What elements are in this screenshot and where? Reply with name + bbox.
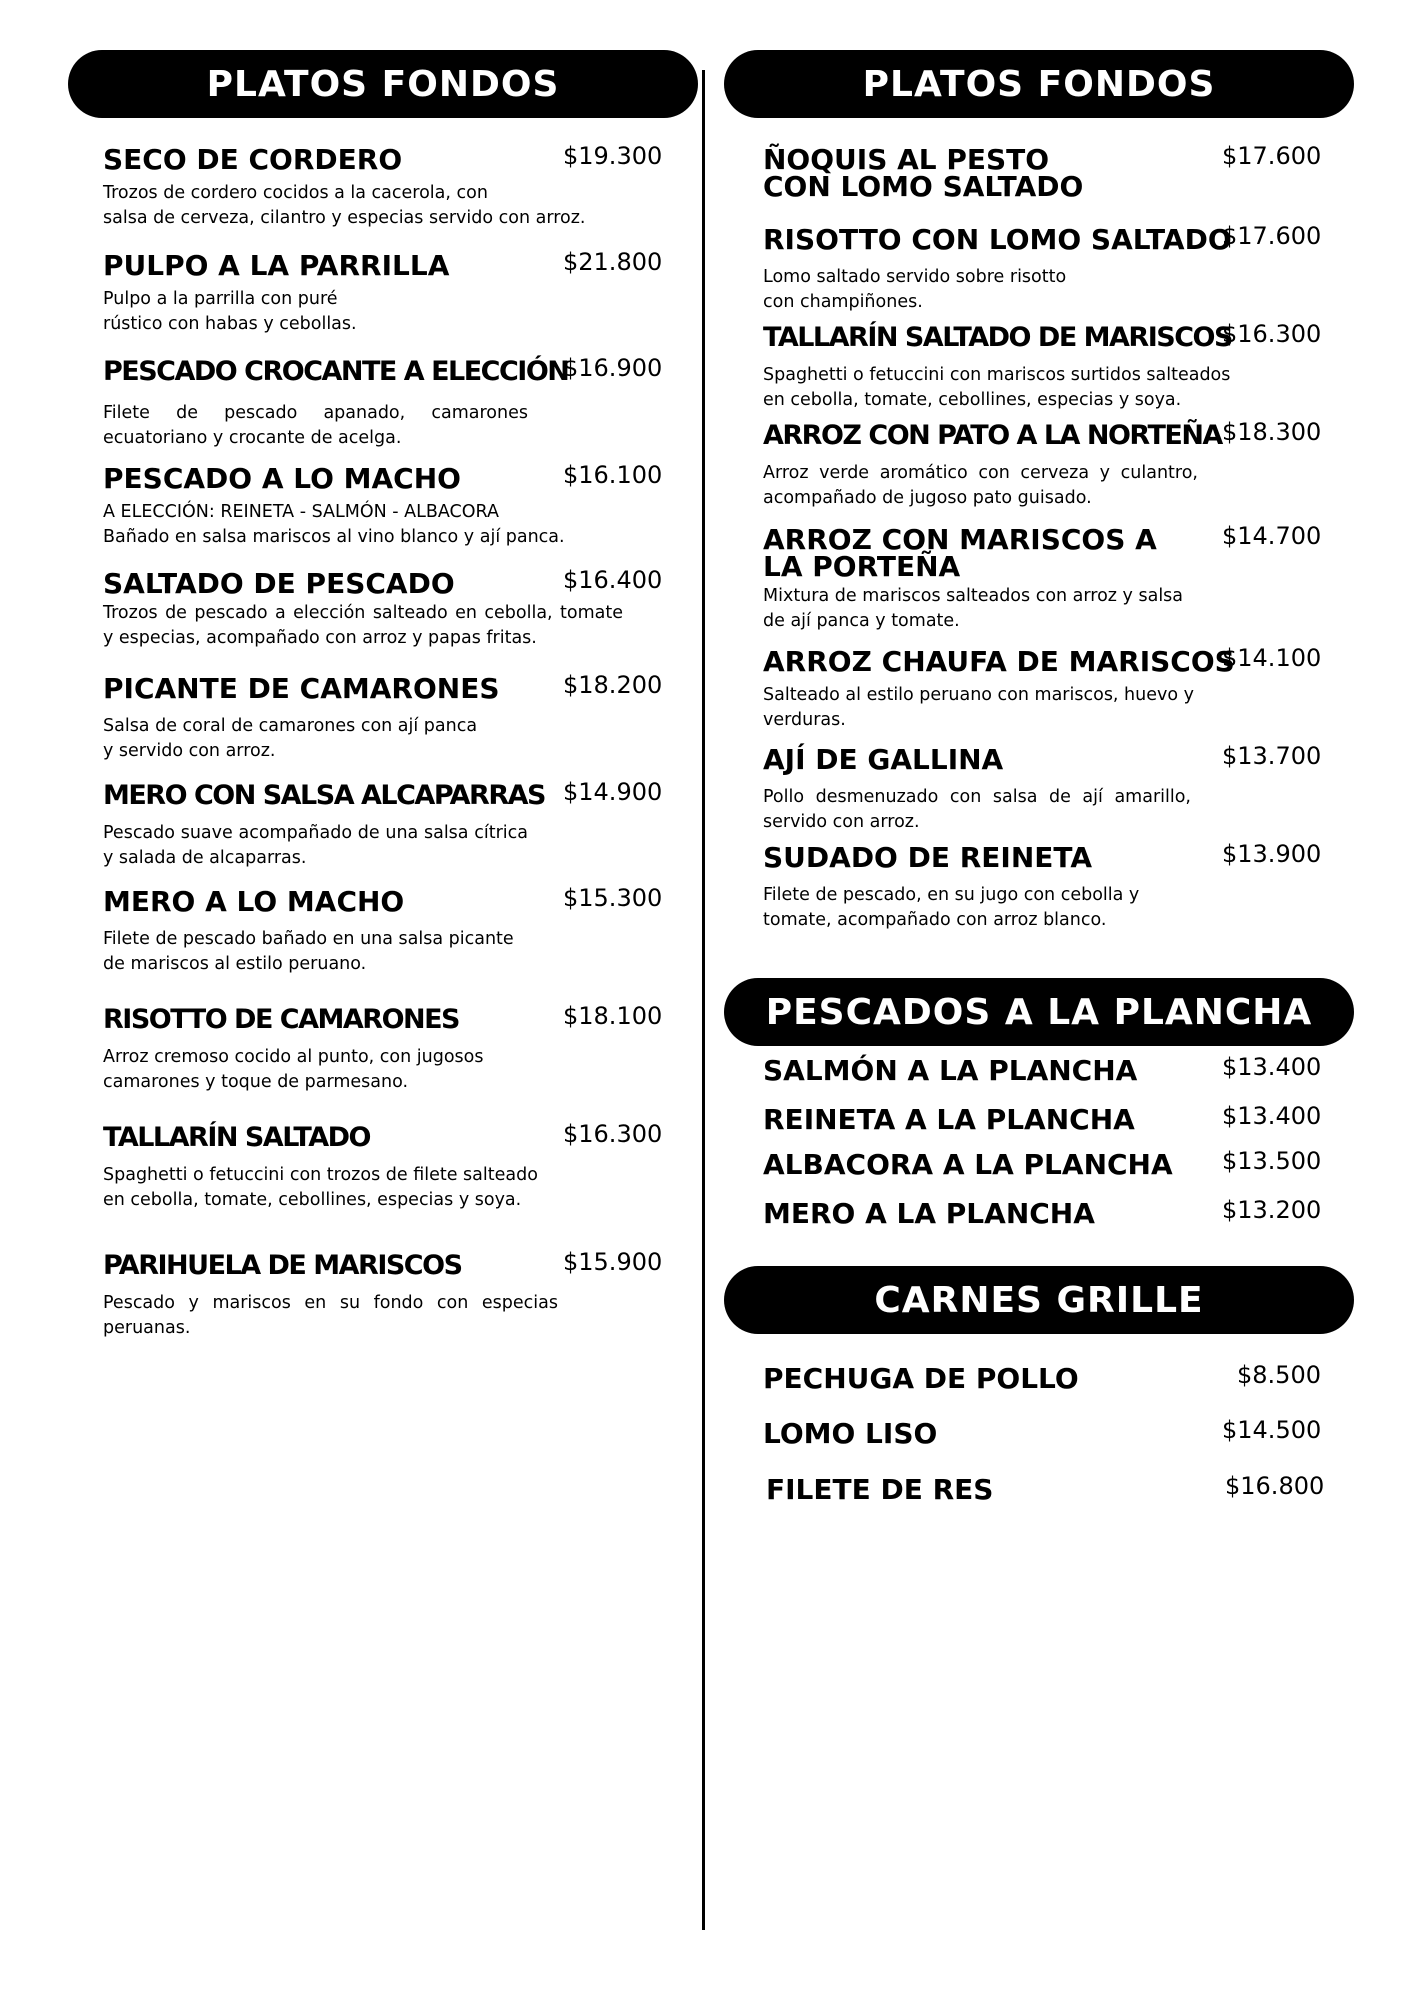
menu-item xyxy=(103,356,569,451)
dish-name: SECO DE CORDERO xyxy=(103,143,403,176)
dish-name: ALBACORA A LA PLANCHA xyxy=(763,1148,1173,1181)
dish-name: MERO A LO MACHO xyxy=(103,885,405,918)
dish-name: AJÍ DE GALLINA xyxy=(763,743,1004,776)
menu-item xyxy=(103,143,623,231)
menu-item xyxy=(763,324,1263,413)
dish-price: $13.900 xyxy=(1222,840,1322,868)
dish-price: $13.400 xyxy=(1222,1053,1322,1081)
menu-item xyxy=(103,567,623,651)
dish-name: ARROZ CON PATO A LA NORTEÑA xyxy=(763,420,1222,451)
dish-price: $13.700 xyxy=(1222,742,1322,770)
dish-price: $14.100 xyxy=(1222,644,1322,672)
dish-name: ÑOQUIS AL PESTO CON LOMO SALTADO xyxy=(763,143,1084,203)
dish-price: $14.500 xyxy=(1222,1416,1322,1444)
section-heading-platos-fondos-right: PLATOS FONDOS xyxy=(724,50,1354,118)
dish-price: $18.100 xyxy=(563,1002,663,1030)
dish-price: $15.300 xyxy=(563,884,663,912)
dish-name: TALLARÍN SALTADO xyxy=(103,1122,371,1153)
menu-item xyxy=(103,1006,623,1095)
menu-item xyxy=(103,249,623,337)
dish-price: $13.200 xyxy=(1222,1196,1322,1224)
menu-item xyxy=(103,782,553,871)
dish-price: $14.900 xyxy=(563,778,663,806)
dish-description: Lomo saltado servido sobre risotto con champiñones. xyxy=(763,267,1067,312)
menu-item xyxy=(763,743,1263,835)
dish-price: $17.600 xyxy=(1222,222,1322,250)
menu-item xyxy=(103,1124,623,1213)
menu-item xyxy=(763,143,1203,203)
dish-description: Spaghetti o fetuccini con mariscos surtidos salteados en cebolla, tomate, cebollines, especias y soya. xyxy=(763,365,1231,410)
menu-item xyxy=(103,885,623,977)
dish-name: TALLARÍN SALTADO DE MARISCOS xyxy=(763,322,1232,353)
dish-description: Filete de pescado, en su jugo con cebolla y tomate, acompañado con arroz blanco. xyxy=(763,885,1140,930)
dish-description: Trozos de pescado a elección salteado en cebolla, tomate y especias, acompañado con arroz y papas fritas. xyxy=(103,603,623,648)
dish-price: $13.400 xyxy=(1222,1102,1322,1130)
dish-name: REINETA A LA PLANCHA xyxy=(763,1103,1135,1136)
dish-name: PARIHUELA DE MARISCOS xyxy=(103,1250,462,1281)
dish-description: Pulpo a la parrilla con puré rústico con habas y cebollas. xyxy=(103,289,357,334)
dish-price: $19.300 xyxy=(563,142,663,170)
dish-name: PESCADO CROCANTE A ELECCIÓN xyxy=(103,356,569,387)
dish-price: $8.500 xyxy=(1237,1361,1321,1389)
dish-price: $17.600 xyxy=(1222,142,1322,170)
dish-name: MERO CON SALSA ALCAPARRAS xyxy=(103,780,545,811)
dish-name: LOMO LISO xyxy=(763,1417,938,1450)
dish-price: $18.300 xyxy=(1222,418,1322,446)
menu-item xyxy=(103,1252,623,1341)
dish-price: $16.300 xyxy=(563,1120,663,1148)
menu-item xyxy=(103,672,623,764)
menu-item xyxy=(103,462,623,550)
dish-description: Filete de pescado apanado, camarones ecuatoriano y crocante de acelga. xyxy=(103,403,528,448)
dish-name: PECHUGA DE POLLO xyxy=(763,1362,1079,1395)
dish-description: Pescado suave acompañado de una salsa cítrica y salada de alcaparras. xyxy=(103,823,528,868)
column-divider xyxy=(702,70,705,1930)
section-heading-pescados-plancha: PESCADOS A LA PLANCHA xyxy=(724,978,1354,1046)
menu-item xyxy=(763,422,1263,511)
dish-name: ARROZ CHAUFA DE MARISCOS xyxy=(763,645,1235,678)
dish-price: $16.300 xyxy=(1222,320,1322,348)
dish-description: Arroz cremoso cocido al punto, con jugosos camarones y toque de parmesano. xyxy=(103,1047,484,1092)
dish-description: Pescado y mariscos en su fondo con especias peruanas. xyxy=(103,1293,558,1338)
dish-name: RISOTTO CON LOMO SALTADO xyxy=(763,223,1232,256)
dish-name: ARROZ CON MARISCOS A LA PORTEÑA xyxy=(763,523,1157,583)
dish-name: MERO A LA PLANCHA xyxy=(763,1197,1095,1230)
dish-price: $13.500 xyxy=(1222,1147,1322,1175)
section-heading-platos-fondos-left: PLATOS FONDOS xyxy=(68,50,698,118)
dish-description: Spaghetti o fetuccini con trozos de filete salteado en cebolla, tomate, cebollines, especias y soya. xyxy=(103,1165,538,1210)
dish-name: FILETE DE RES xyxy=(766,1473,994,1506)
dish-price: $15.900 xyxy=(563,1248,663,1276)
dish-description: Filete de pescado bañado en una salsa picante de mariscos al estilo peruano. xyxy=(103,929,514,974)
menu-item xyxy=(763,645,1263,733)
dish-name: SALTADO DE PESCADO xyxy=(103,567,455,600)
dish-name: PULPO A LA PARRILLA xyxy=(103,249,450,282)
dish-price: $16.900 xyxy=(563,354,663,382)
menu-item xyxy=(763,523,1203,634)
dish-name: SALMÓN A LA PLANCHA xyxy=(763,1054,1138,1087)
dish-name: RISOTTO DE CAMARONES xyxy=(103,1004,460,1035)
dish-description: Mixtura de mariscos salteados con arroz y salsa de ají panca y tomate. xyxy=(763,586,1184,631)
dish-name: PICANTE DE CAMARONES xyxy=(103,672,500,705)
dish-price: $14.700 xyxy=(1222,522,1322,550)
dish-price: $16.400 xyxy=(563,566,663,594)
dish-price: $18.200 xyxy=(563,671,663,699)
section-heading-carnes-grille: CARNES GRILLE xyxy=(724,1266,1354,1334)
dish-description: Salsa de coral de camarones con ají panca y servido con arroz. xyxy=(103,716,478,761)
dish-description: Arroz verde aromático con cerveza y culantro, acompañado de jugoso pato guisado. xyxy=(763,463,1198,508)
dish-description: Salteado al estilo peruano con mariscos, huevo y verduras. xyxy=(763,685,1194,730)
dish-description: A ELECCIÓN: REINETA - SALMÓN - ALBACORA Bañado en salsa mariscos al vino blanco y ají panca. xyxy=(103,502,565,547)
dish-name: SUDADO DE REINETA xyxy=(763,841,1092,874)
dish-name: PESCADO A LO MACHO xyxy=(103,462,461,495)
dish-price: $21.800 xyxy=(563,248,663,276)
dish-price: $16.100 xyxy=(563,461,663,489)
dish-description: Trozos de cordero cocidos a la cacerola, con salsa de cerveza, cilantro y especias servido con arroz. xyxy=(103,183,586,228)
menu-item xyxy=(763,223,1263,315)
dish-price: $16.800 xyxy=(1225,1472,1325,1500)
dish-description: Pollo desmenuzado con salsa de ají amarillo, servido con arroz. xyxy=(763,787,1191,832)
menu-item xyxy=(763,841,1263,933)
